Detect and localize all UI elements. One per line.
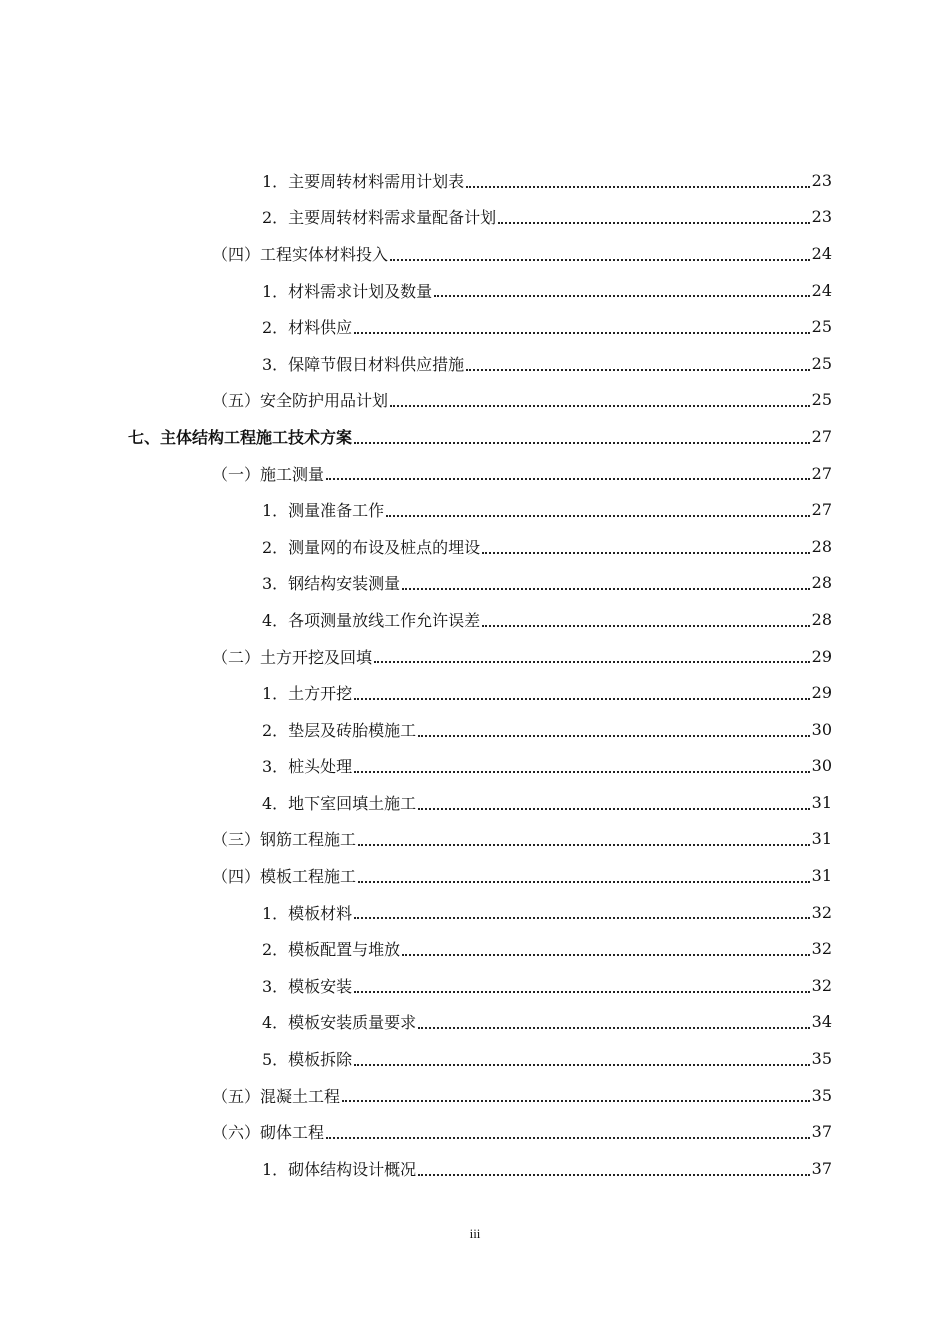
toc-entry-page-number: 27 (811, 463, 832, 483)
toc-entry[interactable] (0, 674, 950, 711)
toc-entry-title: 2．测量网的布设及桩点的埋设 (262, 537, 481, 557)
toc-entry-page-number: 31 (811, 792, 832, 812)
toc-entry-page-number: 29 (811, 646, 832, 666)
toc-entry-title: 1．模板材料 (262, 903, 353, 923)
toc-entry[interactable] (0, 345, 950, 382)
toc-entry-title: （五）混凝土工程 (212, 1086, 341, 1106)
toc-entry-title: 2．模板配置与堆放 (262, 940, 401, 960)
toc-entry-title: 3．保障节假日材料供应措施 (262, 354, 465, 374)
toc-entry-title: 1．砌体结构设计概况 (262, 1159, 417, 1179)
dot-leader (354, 770, 809, 773)
toc-entry[interactable] (0, 784, 950, 821)
toc-entry-title: 1．测量准备工作 (262, 501, 385, 521)
toc-entry[interactable] (0, 1077, 950, 1114)
toc-entry-title: 1．土方开挖 (262, 684, 353, 704)
toc-entry-title: 七、主体结构工程施工技术方案 (128, 427, 353, 447)
toc-entry[interactable] (0, 894, 950, 931)
dot-leader (358, 880, 810, 883)
dot-leader (390, 404, 810, 407)
toc-entry[interactable] (0, 491, 950, 528)
toc-entry-page-number: 34 (811, 1012, 832, 1032)
toc-entry[interactable] (0, 821, 950, 858)
page-number: iii (469, 1226, 481, 1241)
toc-entry-page-number: 31 (811, 866, 832, 886)
toc-entry-page-number: 29 (811, 683, 832, 703)
toc-entry-title: （六）砌体工程 (212, 1123, 325, 1143)
toc-entry[interactable] (0, 308, 950, 345)
toc-entry-title: 2．材料供应 (262, 318, 353, 338)
table-of-contents (0, 162, 950, 1187)
dot-leader (482, 624, 809, 627)
dot-leader (418, 807, 809, 810)
toc-entry-title: 4．各项测量放线工作允许误差 (262, 610, 481, 630)
dot-leader (354, 441, 810, 444)
toc-entry-title: 1．材料需求计划及数量 (262, 281, 433, 301)
toc-entry-title: 3．模板安装 (262, 976, 353, 996)
toc-entry[interactable] (0, 967, 950, 1004)
toc-entry[interactable] (0, 272, 950, 309)
toc-entry-page-number: 32 (811, 939, 832, 959)
toc-entry-page-number: 25 (811, 317, 832, 337)
toc-entry-page-number: 31 (811, 829, 832, 849)
dot-leader (402, 587, 809, 590)
toc-entry-page-number: 28 (811, 536, 832, 556)
toc-entry[interactable] (0, 418, 950, 455)
toc-entry[interactable] (0, 857, 950, 894)
toc-entry-page-number: 37 (811, 1122, 832, 1142)
toc-entry[interactable] (0, 199, 950, 236)
toc-entry[interactable] (0, 601, 950, 638)
toc-entry-page-number: 25 (811, 390, 832, 410)
dot-leader (326, 477, 810, 480)
toc-entry[interactable] (0, 930, 950, 967)
toc-entry-title: （一）施工测量 (212, 464, 325, 484)
toc-entry-page-number: 23 (811, 207, 832, 227)
toc-entry-page-number: 30 (811, 756, 832, 776)
toc-entry-title: 2．主要周转材料需求量配备计划 (262, 208, 497, 228)
toc-entry-page-number: 32 (811, 902, 832, 922)
toc-entry[interactable] (0, 565, 950, 602)
dot-leader (354, 697, 809, 700)
toc-entry-title: （四）工程实体材料投入 (212, 244, 389, 264)
dot-leader (466, 185, 809, 188)
toc-entry-page-number: 30 (811, 719, 832, 739)
toc-entry-page-number: 24 (811, 280, 832, 300)
toc-entry-page-number: 32 (811, 975, 832, 995)
toc-entry-title: 4．地下室回填土施工 (262, 793, 417, 813)
toc-entry[interactable] (0, 382, 950, 419)
dot-leader (342, 1099, 810, 1102)
toc-entry-title: （三）钢筋工程施工 (212, 830, 357, 850)
toc-entry-page-number: 35 (811, 1049, 832, 1069)
toc-entry-title: 3．钢结构安装测量 (262, 574, 401, 594)
toc-entry-title: （二）土方开挖及回填 (212, 647, 373, 667)
toc-entry[interactable] (0, 1040, 950, 1077)
toc-entry-title: 3．桩头处理 (262, 757, 353, 777)
dot-leader (418, 1173, 809, 1176)
toc-entry-page-number: 27 (811, 500, 832, 520)
toc-entry-page-number: 37 (811, 1158, 832, 1178)
toc-entry-page-number: 28 (811, 573, 832, 593)
toc-entry-page-number: 27 (811, 426, 832, 446)
toc-entry[interactable] (0, 162, 950, 199)
toc-entry[interactable] (0, 528, 950, 565)
toc-entry[interactable] (0, 638, 950, 675)
toc-entry-title: 4．模板安装质量要求 (262, 1013, 417, 1033)
dot-leader (358, 843, 810, 846)
dot-leader (386, 514, 809, 517)
toc-entry-page-number: 25 (811, 353, 832, 373)
dot-leader (402, 953, 809, 956)
dot-leader (354, 916, 809, 919)
dot-leader (418, 734, 809, 737)
toc-entry-title: 1．主要周转材料需用计划表 (262, 171, 465, 191)
dot-leader (466, 368, 809, 371)
dot-leader (374, 660, 810, 663)
dot-leader (354, 331, 809, 334)
toc-entry-title: （五）安全防护用品计划 (212, 391, 389, 411)
toc-entry[interactable] (0, 748, 950, 785)
toc-entry-page-number: 24 (811, 243, 832, 263)
toc-entry[interactable] (0, 711, 950, 748)
toc-entry-page-number: 28 (811, 609, 832, 629)
dot-leader (482, 551, 809, 554)
toc-entry[interactable] (0, 1150, 950, 1187)
toc-entry-page-number: 23 (811, 170, 832, 190)
dot-leader (354, 990, 809, 993)
dot-leader (418, 1026, 809, 1029)
toc-entry[interactable] (0, 1113, 950, 1150)
dot-leader (434, 294, 809, 297)
toc-entry-title: （四）模板工程施工 (212, 867, 357, 887)
toc-entry[interactable] (0, 455, 950, 492)
dot-leader (354, 1063, 809, 1066)
dot-leader (390, 258, 810, 261)
toc-entry[interactable] (0, 1004, 950, 1041)
toc-entry-page-number: 35 (811, 1085, 832, 1105)
dot-leader (498, 221, 809, 224)
toc-entry-title: 2．垫层及砖胎模施工 (262, 720, 417, 740)
dot-leader (326, 1136, 810, 1139)
toc-entry[interactable] (0, 235, 950, 272)
toc-entry-title: 5．模板拆除 (262, 1050, 353, 1070)
